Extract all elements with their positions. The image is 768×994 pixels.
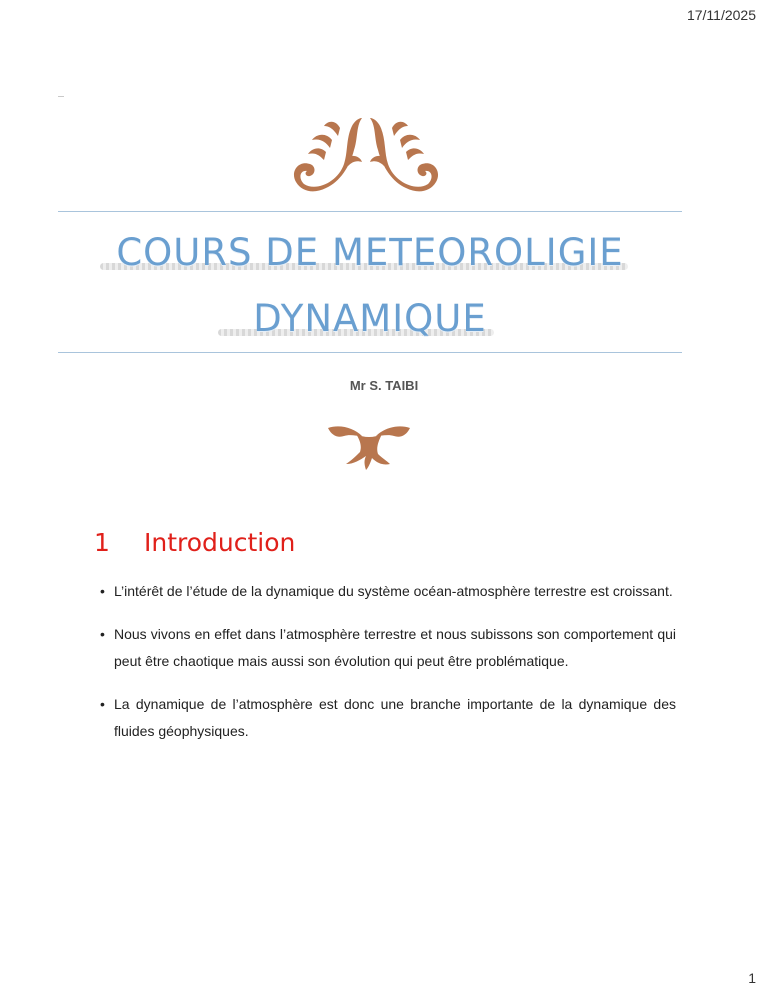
floral-ornament-top xyxy=(286,112,446,196)
section-body xyxy=(100,578,676,761)
floral-ornament-bottom xyxy=(326,420,412,470)
cover-title-line1: COURS DE METEOROLIGIE xyxy=(116,231,624,274)
title-rule-top xyxy=(58,211,682,212)
author-name: Mr S. TAIBI xyxy=(349,378,419,393)
bullet-text: Nous vivons en effet dans l’atmosphère terrestre et nous subissons son comportement qui peut être chaotique mais aussi son évolution qui peut être problématique. xyxy=(114,626,676,669)
slide-date: 17/11/2025 xyxy=(686,7,756,23)
bullet-icon: • xyxy=(100,696,105,712)
list-item xyxy=(100,578,676,605)
bullet-icon: • xyxy=(100,583,105,599)
bullet-text: La dynamique de l’atmosphère est donc une branche importante de la dynamique des fluides géophysiques. xyxy=(114,696,676,739)
cover-title-line2: DYNAMIQUE xyxy=(253,297,487,340)
page-number: 1 xyxy=(748,970,756,986)
title-rule-bottom xyxy=(58,352,682,353)
bullet-icon: • xyxy=(100,626,105,642)
section-number: 1 xyxy=(94,528,110,557)
list-item xyxy=(100,621,676,675)
decorative-dash xyxy=(58,96,64,97)
bullet-text: L’intérêt de l’étude de la dynamique du système océan-atmosphère terrestre est croissant. xyxy=(114,583,673,599)
section-heading xyxy=(94,528,295,557)
list-item xyxy=(100,691,676,745)
section-title: Introduction xyxy=(144,528,296,557)
